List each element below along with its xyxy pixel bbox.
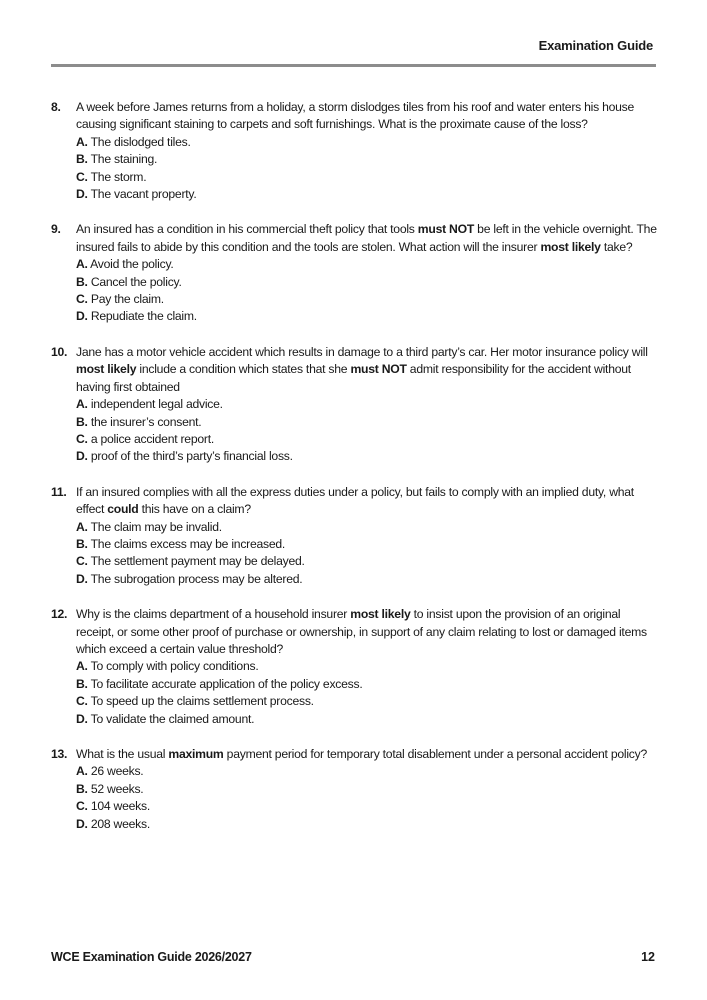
question-number: 11. [51, 484, 67, 499]
question-11 [51, 484, 657, 588]
option-c: C. To speed up the claims settlement process. [76, 694, 314, 709]
option-d: D. To validate the claimed amount. [76, 711, 255, 726]
option-c: C. 104 weeks. [76, 799, 150, 814]
option-c: C. The storm. [76, 169, 147, 184]
option-b: B. 52 weeks. [76, 781, 144, 796]
option-b: B. Cancel the policy. [76, 274, 182, 289]
option-a: A. Avoid the policy. [76, 257, 174, 272]
option-a: A. 26 weeks. [76, 764, 144, 779]
emphasis: most likely [350, 607, 411, 622]
option-a: A. To comply with policy conditions. [76, 659, 259, 674]
question-13 [51, 746, 657, 833]
option-c: C. Pay the claim. [76, 292, 164, 307]
question-number: 10. [51, 344, 68, 359]
question-stem: Jane has a motor vehicle accident which results in damage to a third party’s car. Her motor insurance policy will most likely include a condition which states that she must NOT admit responsibility for the accident without having first obtained [76, 344, 648, 394]
option-c: C. a police accident report. [76, 431, 214, 446]
question-stem: Why is the claims department of a household insurer most likely to insist upon the provision of an original receipt, or some other proof of purchase or ownership, in support of any claim relating to lost or damaged items which exceed a certain value threshold? [76, 607, 647, 656]
footer-title: WCE Examination Guide 2026/2027 [51, 950, 252, 964]
emphasis: must NOT [417, 222, 475, 237]
header-rule [51, 64, 656, 67]
page-number: 12 [641, 950, 655, 964]
option-d: D. 208 weeks. [76, 816, 150, 831]
option-d: D. The subrogation process may be altered. [76, 571, 303, 586]
emphasis: most likely [540, 239, 601, 254]
option-b: B. The claims excess may be increased. [76, 536, 286, 551]
question-stem: What is the usual maximum payment period for temporary total disablement under a personal accident policy? [76, 747, 648, 761]
question-stem: A week before James returns from a holiday, a storm dislodges tiles from his roof and water enters his house causing significant staining to carpets and soft furnishings. What is the proximate cause of the loss? [76, 100, 635, 132]
question-number: 13. [51, 747, 68, 761]
question-stem: An insured has a condition in his commercial theft policy that tools must NOT be left in the vehicle overnight. The insured fails to abide by this condition and the tools are stolen. What action will the insurer most likely take? [76, 222, 657, 254]
question-8 [51, 99, 657, 203]
option-d: D. The vacant property. [76, 187, 197, 202]
option-a: A. The claim may be invalid. [76, 519, 222, 534]
option-d: D. proof of the third’s party’s financial loss. [76, 449, 293, 464]
question-number: 12. [51, 607, 68, 622]
question-12 [51, 606, 657, 728]
emphasis: most likely [76, 362, 137, 377]
question-9 [51, 221, 657, 325]
option-b: B. the insurer’s consent. [76, 414, 202, 429]
question-number: 9. [51, 222, 61, 237]
option-c: C. The settlement payment may be delayed. [76, 554, 305, 569]
emphasis: must NOT [350, 362, 407, 377]
emphasis: could [107, 502, 139, 517]
option-a: A. The dislodged tiles. [76, 134, 191, 149]
option-b: B. To facilitate accurate application of the policy excess. [76, 676, 363, 691]
option-a: A. independent legal advice. [76, 397, 223, 412]
question-stem: If an insured complies with all the express duties under a policy, but fails to comply with an implied duty, what effect could this have on a claim? [76, 484, 634, 517]
question-list [51, 99, 657, 833]
question-number: 8. [51, 100, 61, 114]
emphasis: maximum [168, 747, 224, 761]
header-title: Examination Guide [538, 38, 653, 53]
option-d: D. Repudiate the claim. [76, 309, 197, 324]
option-b: B. The staining. [76, 152, 158, 167]
question-10 [51, 344, 657, 466]
